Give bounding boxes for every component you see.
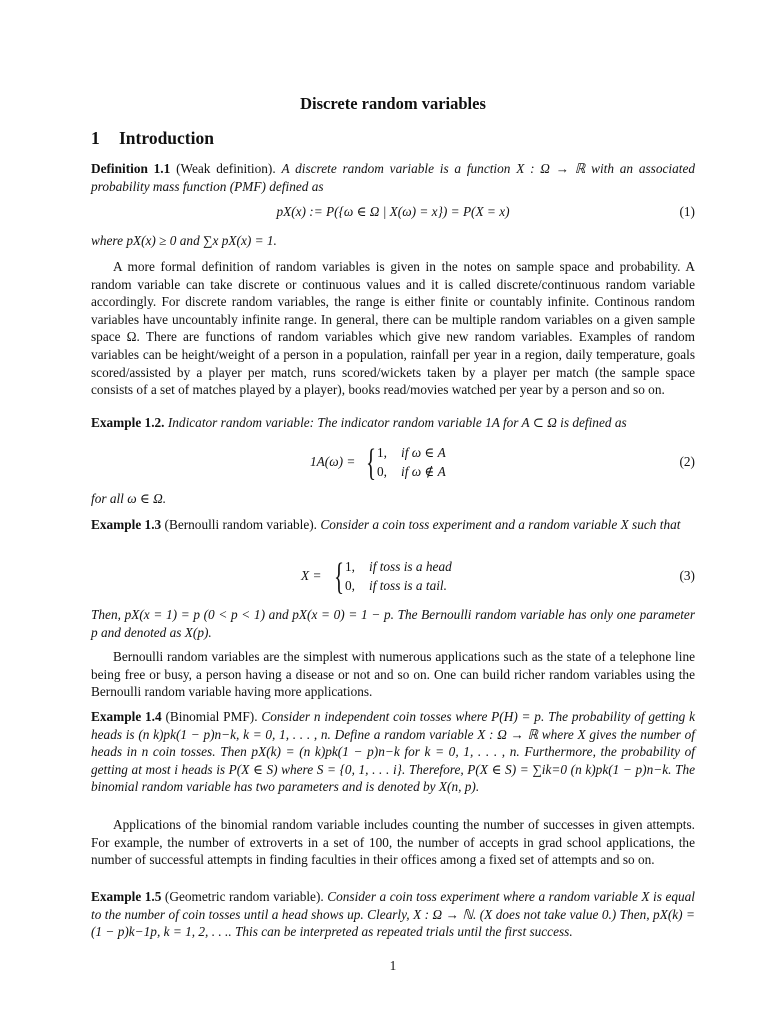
equation-3-brace: { bbox=[334, 556, 345, 598]
example-text: Consider a coin toss experiment and a random variable X such that bbox=[320, 517, 681, 532]
equation-2 bbox=[91, 444, 695, 484]
example-text: Consider a coin toss experiment where a random variable X is equal to the number of coin tosses until a head shows up. Clearly, X : Ω → ℕ. (X does not take value 0.) Then, pX(k) = (1 − p)k−1p, k = 1, 2, . . .. This can be interpreted as repeated trials until the first success. bbox=[91, 889, 695, 940]
equation-1-body: pX(x) := P({ω ∈ Ω | X(ω) = x}) = P(X = x) bbox=[276, 204, 510, 219]
equation-1-condition: where pX(x) ≥ 0 and ∑x pX(x) = 1. bbox=[91, 233, 277, 248]
equation-2-row1-value: 1, bbox=[377, 445, 387, 460]
example-note: (Binomial PMF). bbox=[165, 709, 258, 724]
example-text: Consider n independent coin tosses where P(H) = p. The probability of getting k heads is (n k)pk(1 − p)n−k, k = 0, 1, . . . , n. Define a random variable X : Ω → ℝ where X gives the number of heads in n coin tosses. Then pX(k) = (n k)pk(1 − p)n−k for k = 0, 1, . . . , n. Furthermore, the probability of getting at most i heads is P(X ∈ S) where S = {0, 1, . . . i}. Therefore, P(X ∈ S) = ∑ik=0 (n k)pk(1 − p)n−k. The binomial random variable has two parameters and is denoted by X(n, p). bbox=[91, 709, 695, 795]
equation-2-row1-condition: if ω ∈ A bbox=[401, 445, 446, 460]
section-number: 1 bbox=[91, 128, 100, 148]
equation-2-row2-value: 0, bbox=[377, 464, 387, 479]
example-note: (Geometric random variable). bbox=[164, 889, 324, 904]
definition-note: (Weak definition). bbox=[176, 161, 276, 176]
example-label: Example 1.3 bbox=[91, 517, 162, 532]
equation-3 bbox=[91, 558, 695, 598]
equation-3-row1-condition: if toss is a head bbox=[369, 559, 452, 574]
equation-3-row2-condition: if toss is a tail. bbox=[369, 578, 447, 593]
equation-1-number: (1) bbox=[679, 204, 695, 219]
example-note: (Bernoulli random variable). bbox=[164, 517, 318, 532]
equation-3-lhs: X = bbox=[301, 568, 322, 583]
example-1-2 bbox=[91, 414, 695, 432]
example-1-3 bbox=[91, 516, 695, 534]
example-label: Example 1.4 bbox=[91, 709, 162, 724]
example-text: Indicator random variable: The indicator random variable 1A for A ⊂ Ω is defined as bbox=[167, 415, 627, 430]
paragraph-1: A more formal definition of random variables is given in the notes on sample space and probability. A random variable can take discrete or continuous values and it is called discrete/continuous random variable accordingly. For discrete random variables, the range is either finite or countably infinite. Continous random variables have uncountably infinite range. In general, there can be multiple random variables on a given sample space Ω. There are functions of random variables which give new random variables. Examples of random variables can be height/weight of a person in a population, rainfall per year in a region, daily temperature, goals scored/assisted by a player per match, runs scored/wickets taken by a player per match (the sample space consists of a set of matches played by a player), books read/movies watched per year by a person and so on. bbox=[91, 259, 695, 398]
section-title: Introduction bbox=[119, 128, 214, 148]
paragraph-3: Applications of the binomial random variable includes counting the number of successes in given attempts. For example, the number of extroverts in a set of 100, the number of accepts in grad school applications, the number of successful attempts in finding faculties in their offices among a fixed set of attempts and so on. bbox=[91, 817, 695, 868]
equation-2-row2-condition: if ω ∉ A bbox=[401, 464, 446, 479]
equation-3-number: (3) bbox=[679, 568, 695, 583]
equation-2-brace: { bbox=[366, 442, 377, 484]
definition-text: A discrete random variable is a function X : Ω → ℝ with an associated probability mass function (PMF) defined as bbox=[91, 161, 695, 194]
example-label: Example 1.5 bbox=[91, 889, 162, 904]
equation-2-lhs: 1A(ω) = bbox=[310, 454, 356, 469]
equation-2-number: (2) bbox=[679, 454, 695, 469]
paragraph-2: Bernoulli random variables are the simplest with numerous applications such as the state of a telephone line being free or busy, a person having a disease or not and so on. One can build richer random variables using the Bernoulli random variable having more applications. bbox=[91, 649, 695, 700]
equation-3-after: Then, pX(x = 1) = p (0 < p < 1) and pX(x = 0) = 1 − p. The Bernoulli random variable has only one parameter p and denoted as X(p). bbox=[91, 607, 695, 640]
equation-3-row1-value: 1, bbox=[345, 559, 355, 574]
example-label: Example 1.2. bbox=[91, 415, 165, 430]
page-number: 1 bbox=[389, 958, 397, 973]
equation-3-row2-value: 0, bbox=[345, 578, 355, 593]
definition-1-1 bbox=[91, 160, 695, 195]
section-heading bbox=[91, 128, 214, 149]
equation-2-condition: for all ω ∈ Ω. bbox=[91, 491, 167, 506]
equation-1 bbox=[91, 204, 695, 224]
example-1-4 bbox=[91, 708, 695, 796]
example-1-5 bbox=[91, 888, 695, 941]
definition-label: Definition 1.1 bbox=[91, 161, 171, 176]
paper-title: Discrete random variables bbox=[300, 94, 486, 113]
